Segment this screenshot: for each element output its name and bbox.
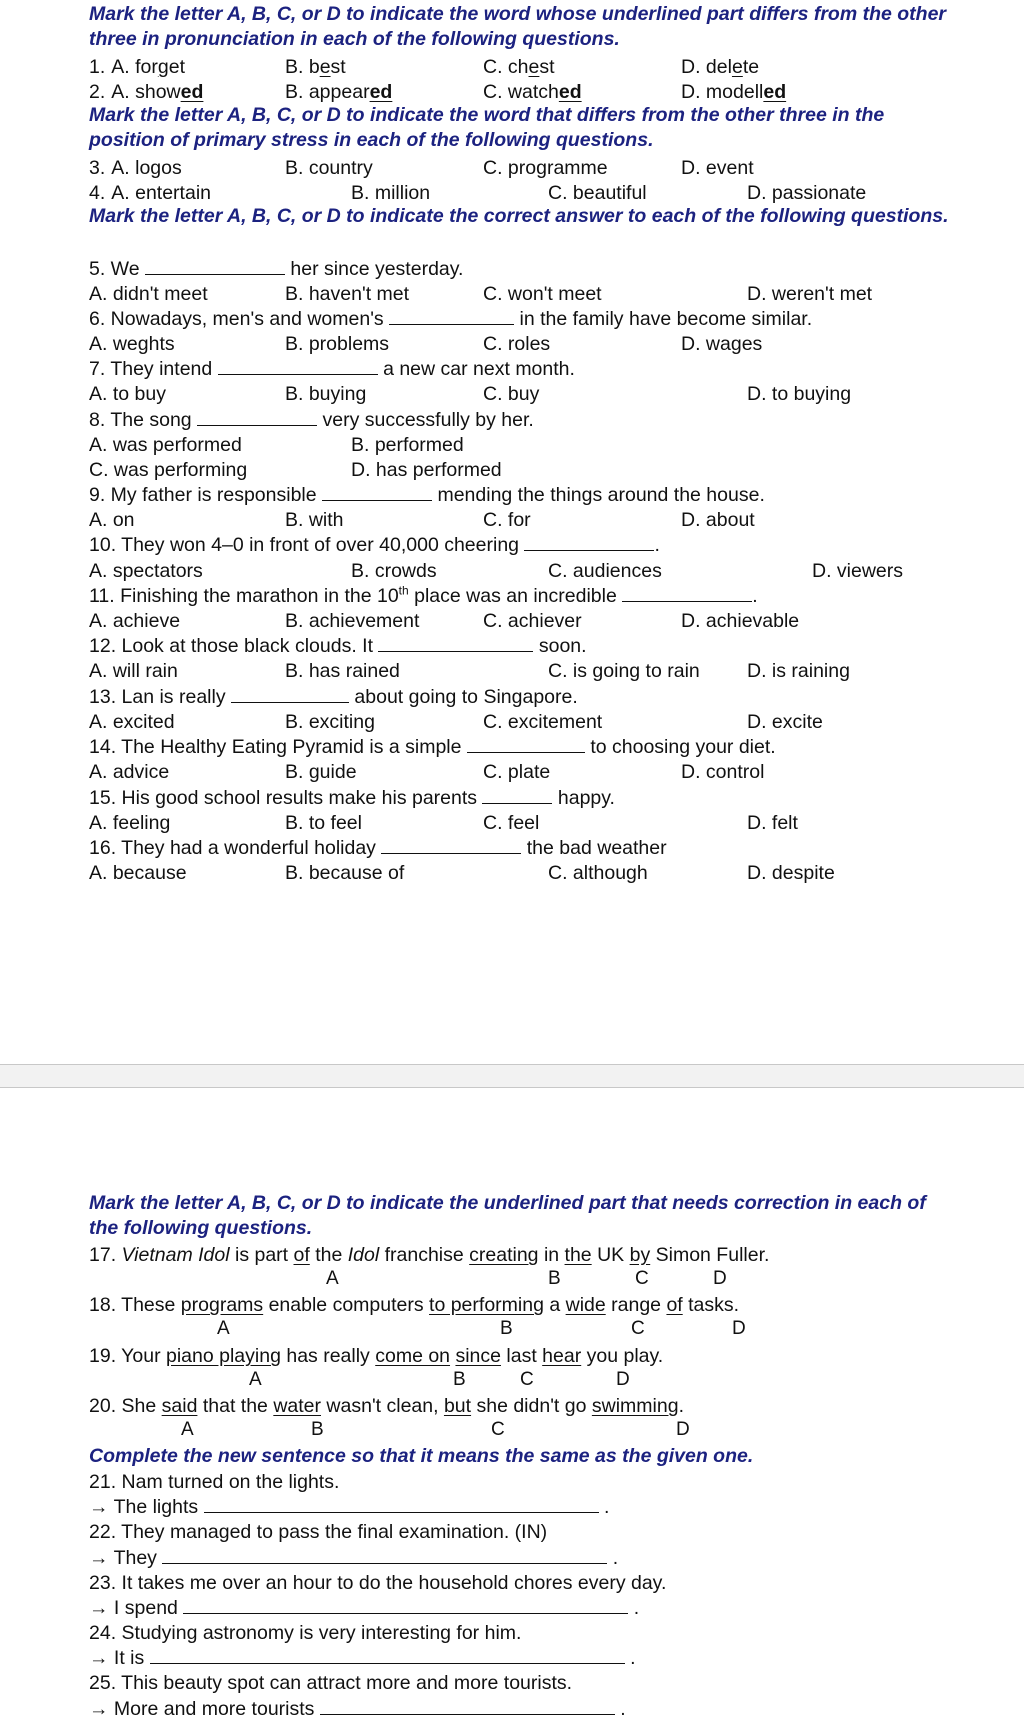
q12-stem: 12. Look at those black clouds. It soon. [89, 635, 587, 657]
q15-d: D. felt [747, 812, 798, 834]
q6-stem: 6. Nowadays, men's and women's in the family have become similar. [89, 308, 813, 330]
q9-c: C. for [483, 509, 531, 531]
q16-d: D. despite [747, 862, 835, 884]
q15-c: C. feel [483, 812, 540, 834]
page-break [0, 1064, 1024, 1088]
q1-a: A. forget [111, 56, 185, 78]
q20-label-c: C [491, 1419, 505, 1440]
q8-a: A. was performed [89, 434, 242, 456]
q18-label-a: A [217, 1318, 230, 1339]
q17-label-b: B [548, 1268, 561, 1289]
q9-d: D. about [681, 509, 755, 531]
q2-d: D. modelled [681, 81, 787, 103]
q5-b: B. haven't met [285, 283, 410, 305]
q12-c: C. is going to rain [548, 660, 700, 682]
q19-label-a: A [249, 1369, 262, 1390]
q22-answer: → They . [89, 1547, 619, 1569]
q14-stem: 14. The Healthy Eating Pyramid is a simple to choosing your diet. [89, 736, 776, 758]
q10-b: B. crowds [351, 560, 437, 582]
q4-d: D. passionate [747, 182, 867, 204]
q3-a: A. logos [111, 157, 182, 179]
q21-question: 21. Nam turned on the lights. [89, 1471, 340, 1493]
q10-c: C. audiences [548, 560, 662, 582]
q16-stem: 16. They had a wonderful holiday the bad weather [89, 837, 667, 859]
q8-d: D. has performed [351, 459, 502, 481]
q1-number: 1. [89, 56, 106, 78]
q4-b: B. million [351, 182, 431, 204]
q6-b: B. problems [285, 333, 390, 355]
q17-label-c: C [635, 1268, 649, 1289]
q19-label-c: C [520, 1369, 534, 1390]
q20-label-b: B [311, 1419, 324, 1440]
q8-b: B. performed [351, 434, 464, 456]
q13-a: A. excited [89, 711, 175, 733]
q18-label-d: D [732, 1318, 746, 1339]
q25-question: 25. This beauty spot can attract more and more tourists. [89, 1672, 573, 1694]
q7-c: C. buy [483, 383, 540, 405]
q6-d: D. wages [681, 333, 763, 355]
q24-answer: → It is . [89, 1647, 636, 1669]
q2-number: 2. [89, 81, 106, 103]
q1-d: D. delete [681, 56, 760, 78]
q7-d: D. to buying [747, 383, 852, 405]
q15-b: B. to feel [285, 812, 362, 834]
q2-c: C. watched [483, 81, 582, 103]
q13-d: D. excite [747, 711, 823, 733]
q3-b: B. country [285, 157, 373, 179]
instruction-rewrite: Complete the new sentence so that it means the same as the given one. [89, 1445, 754, 1467]
q5-d: D. weren't met [747, 283, 873, 305]
q10-stem: 10. They won 4–0 in front of over 40,000 cheering . [89, 534, 660, 556]
q12-b: B. has rained [285, 660, 400, 682]
q10-d: D. viewers [812, 560, 904, 582]
q18-label-b: B [500, 1318, 513, 1339]
q8-stem: 8. The song very successfully by her. [89, 409, 534, 431]
q13-c: C. excitement [483, 711, 603, 733]
instruction-pronunciation: Mark the letter A, B, C, or D to indicate the word whose underlined part differs from the other three in pronunciation in each of the following questions. [89, 3, 947, 50]
q18-sentence: 18. These programs enable computers to performing a wide range of tasks. [89, 1294, 740, 1316]
q13-b: B. exciting [285, 711, 375, 733]
q6-c: C. roles [483, 333, 551, 355]
q22-question: 22. They managed to pass the final examination. (IN) [89, 1521, 548, 1543]
q1-c: C. chest [483, 56, 555, 78]
q7-a: A. to buy [89, 383, 166, 405]
q10-a: A. spectators [89, 560, 203, 582]
q17-label-d: D [713, 1268, 727, 1289]
q17-label-a: A [326, 1268, 339, 1289]
q20-sentence: 20. She said that the water wasn't clean, but she didn't go swimming. [89, 1395, 684, 1417]
q15-stem: 15. His good school results make his parents happy. [89, 787, 615, 809]
q24-question: 24. Studying astronomy is very interesting for him. [89, 1622, 522, 1644]
q8-c: C. was performing [89, 459, 248, 481]
q20-label-d: D [676, 1419, 690, 1440]
q9-b: B. with [285, 509, 344, 531]
q4-a: A. entertain [111, 182, 211, 204]
q18-label-c: C [631, 1318, 645, 1339]
q15-a: A. feeling [89, 812, 171, 834]
instruction-error: Mark the letter A, B, C, or D to indicate the underlined part that needs correction in each of the following questions. [89, 1192, 926, 1239]
q4-c: C. beautiful [548, 182, 647, 204]
q9-a: A. on [89, 509, 135, 531]
q12-d: D. is raining [747, 660, 850, 682]
instruction-correct-answer: Mark the letter A, B, C, or D to indicate the correct answer to each of the following questions. [89, 205, 949, 227]
q14-b: B. guide [285, 761, 357, 783]
q14-a: A. advice [89, 761, 170, 783]
q19-label-b: B [453, 1369, 466, 1390]
q2-a: A. showed [111, 81, 204, 103]
q1-b: B. best [285, 56, 346, 78]
q2-b: B. appeared [285, 81, 393, 103]
q11-d: D. achievable [681, 610, 800, 632]
q5-a: A. didn't meet [89, 283, 208, 305]
q11-b: B. achievement [285, 610, 420, 632]
q9-stem: 9. My father is responsible mending the things around the house. [89, 484, 765, 506]
q17-sentence: 17. Vietnam Idol is part of the Idol franchise creating in the UK by Simon Fuller. [89, 1244, 770, 1266]
q19-label-d: D [616, 1369, 630, 1390]
q19-sentence: 19. Your piano playing has really come on since last hear you play. [89, 1345, 664, 1367]
instruction-stress: Mark the letter A, B, C, or D to indicate the word that differs from the other three in the position of primary stress in each of the following questions. [89, 104, 885, 151]
q3-d: D. event [681, 157, 754, 179]
q11-c: C. achiever [483, 610, 582, 632]
q14-c: C. plate [483, 761, 551, 783]
q3-number: 3. [89, 157, 106, 179]
q23-question: 23. It takes me over an hour to do the household chores every day. [89, 1572, 667, 1594]
q4-number: 4. [89, 182, 106, 204]
q16-a: A. because [89, 862, 187, 884]
q13-stem: 13. Lan is really about going to Singapore. [89, 686, 578, 708]
q7-b: B. buying [285, 383, 367, 405]
q23-answer: → I spend . [89, 1597, 640, 1619]
q3-c: C. programme [483, 157, 608, 179]
q21-answer: → The lights . [89, 1496, 610, 1518]
q12-a: A. will rain [89, 660, 178, 682]
q11-stem: 11. Finishing the marathon in the 10th place was an incredible . [89, 583, 758, 607]
q25-answer: → More and more tourists . [89, 1698, 626, 1720]
q5-c: C. won't meet [483, 283, 602, 305]
q20-label-a: A [181, 1419, 194, 1440]
q16-c: C. although [548, 862, 648, 884]
q11-a: A. achieve [89, 610, 181, 632]
q16-b: B. because of [285, 862, 405, 884]
q5-stem: 5. We her since yesterday. [89, 258, 464, 280]
q7-stem: 7. They intend a new car next month. [89, 358, 575, 380]
q6-a: A. weghts [89, 333, 175, 355]
q14-d: D. control [681, 761, 765, 783]
